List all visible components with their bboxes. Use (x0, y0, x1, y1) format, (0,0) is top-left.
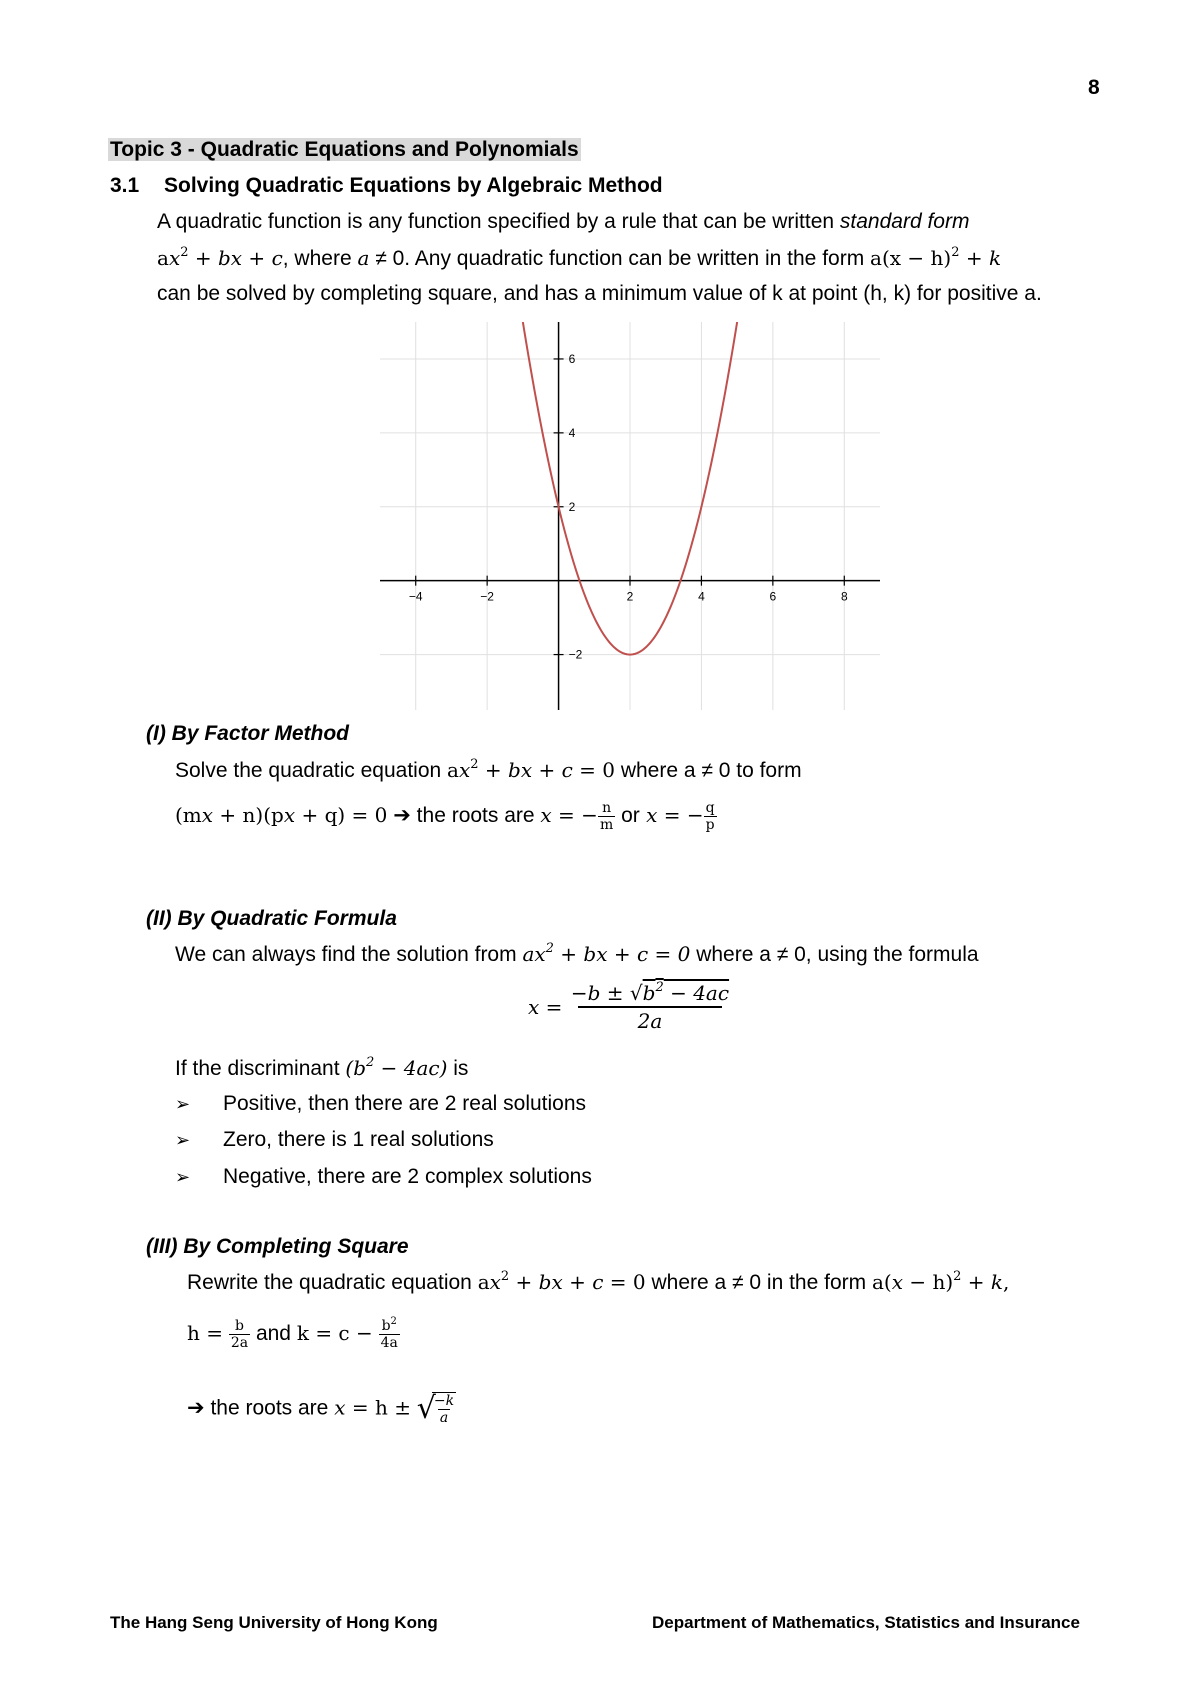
section-title: Solving Quadratic Equations by Algebraic Method (164, 174, 663, 197)
fraction-b-over-2a: $\frac{b}{2a}$ (230, 1318, 249, 1351)
method-2-heading: (II) By Quadratic Formula (146, 907, 397, 930)
x-tick-label: −2 (480, 589, 494, 604)
quadratic-equation: $ax^2$ + bx + c = 0 (447, 757, 615, 782)
fraction-q-over-p: $\frac{q}{p}$ (705, 800, 715, 833)
k-expression: k = c − (296, 1321, 373, 1346)
roots-text-3: the roots are (204, 1396, 335, 1420)
y-tick-label: 2 (568, 499, 576, 514)
footer-university: The Hang Seng University of Hong Kong (110, 1613, 438, 1632)
parabola-graph (380, 322, 880, 710)
intro-text-where: , where (282, 247, 358, 270)
bullet-text-1: Positive, then there are 2 real solutions (223, 1092, 587, 1115)
method-2-text: We can always find the solution from (175, 943, 523, 966)
root-expression-2: x = − (639, 803, 704, 828)
arrow-bullet-icon: ➢ (175, 1167, 191, 1188)
x-tick-label: −4 (408, 589, 423, 604)
and-text: and (255, 1322, 291, 1346)
graph-grid (380, 322, 880, 710)
method-3-line-3: ➔ the roots are x = h ± √ $\frac{-k}{a}$ (187, 1391, 455, 1426)
x-tick-label: 2 (626, 589, 634, 604)
a-nonzero-condition: a (357, 246, 370, 270)
intro-text-form: . Any quadratic function can be written in the form (404, 247, 871, 270)
quadratic-equation-2: $ax^2$ + bx + c = 0 (522, 941, 691, 966)
method-3-heading: (III) By Completing Square (146, 1235, 409, 1258)
bullet-item-3 (175, 1163, 592, 1192)
method-2-text-condition: where a ≠ 0, using the formula (690, 943, 979, 966)
fraction-b2-over-4a: $\frac{b^2}{4a}$ (380, 1316, 398, 1351)
standard-form-term: standard form (839, 210, 970, 233)
arrow-bullet-icon: ➢ (175, 1094, 191, 1115)
quadratic-formula: x = $\frac{-b \pm √b^2 - 4ac}{2a}$ (528, 980, 733, 1034)
discriminant-text: If the discriminant (175, 1057, 346, 1080)
page-number: 8 (1088, 76, 1100, 99)
fraction-neg-k-over-a: $\frac{-k}{a}$ (433, 1393, 455, 1426)
discriminant-text-is: is (447, 1057, 469, 1080)
method-3-line-1 (187, 1268, 1009, 1297)
intro-line-2: $ax^2$ + bx + c, where a ≠ 0. Any quadratic function can be written in the form $a(x - h)^2 + k$ (157, 245, 1002, 270)
method-1-line-2 (175, 800, 717, 833)
x-tick-label: 4 (698, 589, 705, 604)
square-root-sign: √ (416, 1391, 436, 1426)
method-1-text-condition: where a ≠ 0 to form (615, 759, 802, 782)
arrow-bullet-icon: ➢ (175, 1130, 191, 1151)
discriminant-line (175, 1054, 468, 1083)
standard-form-expression: $ax^2$ + bx + c (157, 245, 283, 270)
x-tick-label: 6 (769, 589, 777, 604)
intro-line-3: can be solved by completing square, and has a minimum value of k at point (h, k) for positive a. (157, 282, 1042, 305)
bullet-item-2 (175, 1126, 494, 1155)
vertex-form-expression-2: $a(x - h)^2 + k$, (871, 1269, 1010, 1294)
factored-form: (mx + n)(px + q) = 0 (175, 803, 388, 828)
roots-text: the roots are (410, 804, 541, 828)
method-1-line-1 (175, 756, 802, 785)
bullet-text-2: Zero, there is 1 real solutions (223, 1128, 494, 1151)
vertex-form-expression: $a(x - h)^2 + k$ (870, 245, 1002, 270)
intro-text: A quadratic function is any function specified by a rule that can be written (157, 210, 840, 233)
method-2-line-1 (175, 940, 979, 969)
discriminant-expression: $(b^2 - 4ac)$ (345, 1055, 448, 1080)
x-tick-label: 8 (840, 589, 848, 604)
root-expression-3: x = (334, 1395, 375, 1420)
h-expression: h = (187, 1321, 223, 1346)
or-text: or (621, 804, 640, 828)
method-3-text-form: where a ≠ 0 in the form (645, 1271, 872, 1294)
footer-department: Department of Mathematics, Statistics and Insurance (652, 1613, 1080, 1632)
y-tick-label: −2 (568, 647, 583, 662)
topic-heading-text: Topic 3 - Quadratic Equations and Polynomials (110, 138, 579, 161)
method-3-line-2 (187, 1318, 400, 1351)
bullet-text-3: Negative, there are 2 complex solutions (223, 1165, 592, 1188)
quadratic-formula-fraction: $\frac{-b \pm √b^2 - 4ac}{2a}$ (570, 980, 730, 1033)
root-expression-1: x = − (540, 803, 598, 828)
intro-line-1 (157, 208, 969, 236)
bullet-item-1 (175, 1090, 587, 1119)
section-number: 3.1 (110, 174, 140, 197)
right-arrow-icon: ➔ (393, 803, 411, 828)
method-3-text: Rewrite the quadratic equation (187, 1271, 478, 1294)
topic-heading (108, 136, 581, 164)
right-arrow-icon: ➔ (187, 1395, 205, 1420)
y-tick-label: 6 (568, 351, 576, 366)
y-tick-label: 4 (568, 425, 576, 440)
fraction-n-over-m: $\frac{n}{m}$ (599, 800, 614, 833)
method-1-text: Solve the quadratic equation (175, 759, 448, 782)
quadratic-equation-3: $ax^2$ + bx + c = 0 (477, 1269, 646, 1294)
method-1-heading: (I) By Factor Method (146, 722, 349, 745)
